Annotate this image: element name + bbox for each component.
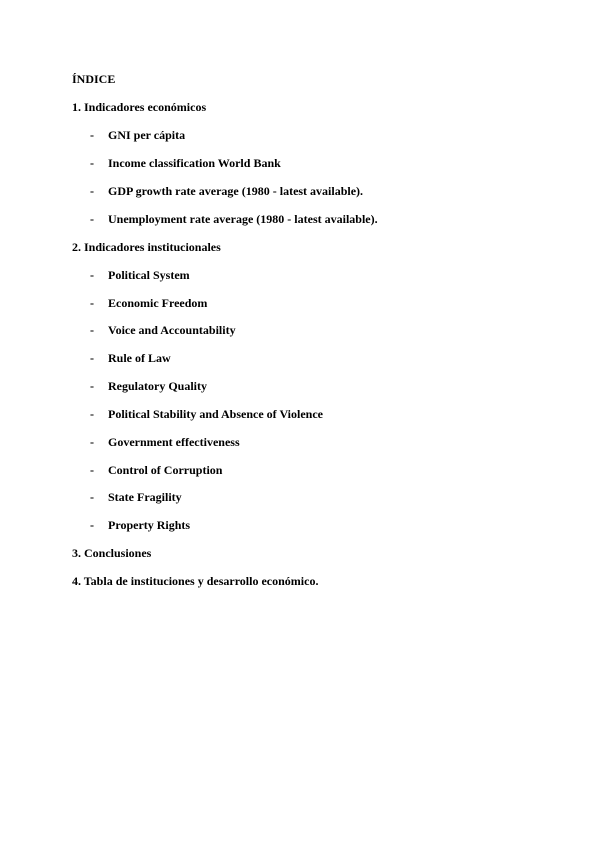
- list-item-property-rights: Property Rights: [108, 518, 191, 532]
- list-bullet: -: [90, 407, 94, 421]
- list-bullet: -: [90, 184, 94, 198]
- list-bullet: -: [90, 518, 94, 532]
- list-bullet: -: [90, 156, 94, 170]
- index-title: ÍNDICE: [72, 72, 116, 86]
- list-item-economic-freedom: Economic Freedom: [108, 296, 208, 310]
- list-item-political-stability: Political Stability and Absence of Violence: [108, 407, 323, 421]
- section-heading-institutional-indicators: 2. Indicadores institucionales: [72, 240, 221, 254]
- list-item-control-of-corruption: Control of Corruption: [108, 463, 223, 477]
- list-bullet: -: [90, 323, 94, 337]
- list-bullet: -: [90, 128, 94, 142]
- list-bullet: -: [90, 351, 94, 365]
- list-bullet: -: [90, 268, 94, 282]
- list-item-voice-accountability: Voice and Accountability: [108, 323, 236, 337]
- list-item-regulatory-quality: Regulatory Quality: [108, 379, 207, 393]
- list-item-income-classification: Income classification World Bank: [108, 156, 281, 170]
- list-bullet: -: [90, 490, 94, 504]
- list-item-state-fragility: State Fragility: [108, 490, 182, 504]
- list-bullet: -: [90, 212, 94, 226]
- list-bullet: -: [90, 296, 94, 310]
- list-item-rule-of-law: Rule of Law: [108, 351, 171, 365]
- list-item-government-effectiveness: Government effectiveness: [108, 435, 240, 449]
- section-heading-institutions-table: 4. Tabla de instituciones y desarrollo económico.: [72, 574, 319, 588]
- list-item-political-system: Political System: [108, 268, 190, 282]
- list-item-gni-per-capita: GNI per cápita: [108, 128, 186, 142]
- section-heading-conclusions: 3. Conclusiones: [72, 546, 152, 560]
- list-bullet: -: [90, 435, 94, 449]
- list-item-gdp-growth: GDP growth rate average (1980 - latest available).: [108, 184, 364, 198]
- section-heading-economic-indicators: 1. Indicadores económicos: [72, 100, 207, 114]
- list-bullet: -: [90, 463, 94, 477]
- list-bullet: -: [90, 379, 94, 393]
- list-item-unemployment-rate: Unemployment rate average (1980 - latest available).: [108, 212, 378, 226]
